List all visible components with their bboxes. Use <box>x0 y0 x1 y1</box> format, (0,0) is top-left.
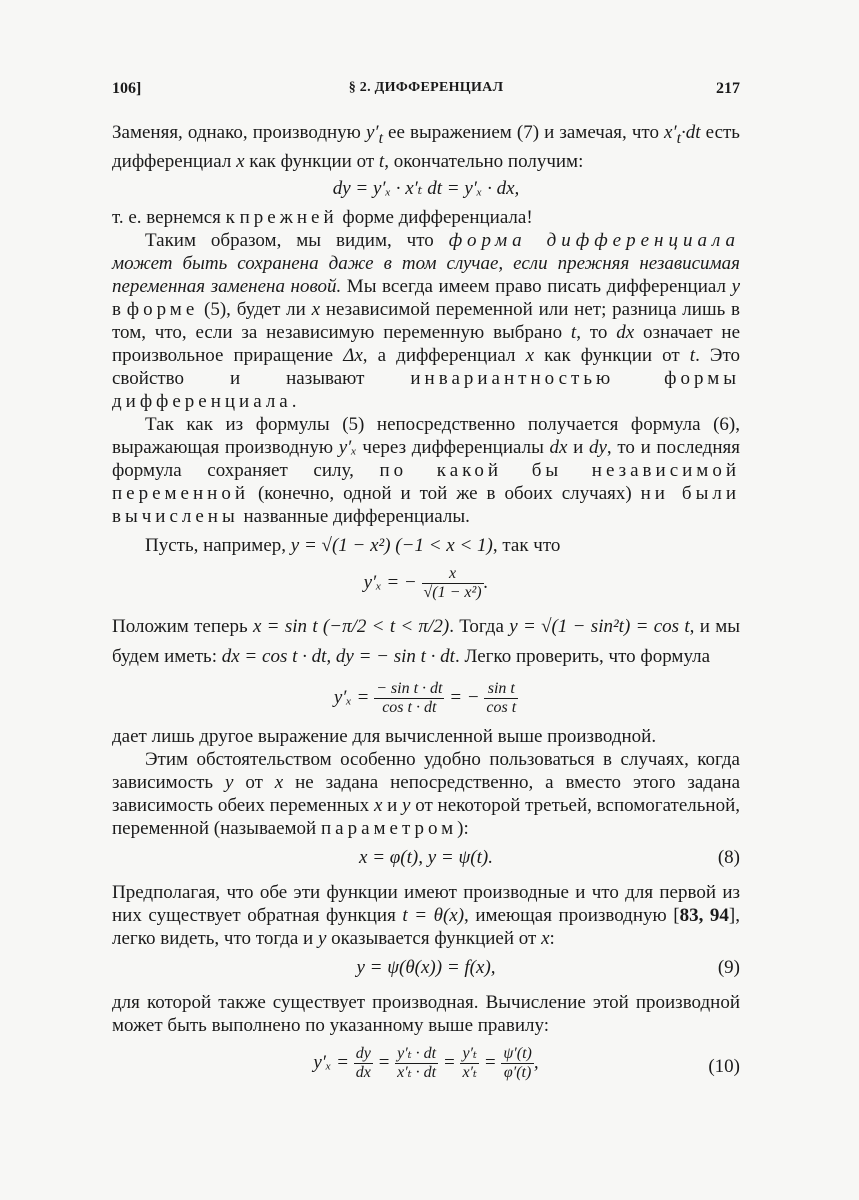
fraction: $\frac{dy}{dx}$ <box>355 1044 371 1081</box>
equation-derivative-sqrt: y′ₓ = − $\frac{x}{\text{√(1 − x²)}}$ . <box>363 564 489 601</box>
fraction: $\frac{\text{y′ₜ}}{\text{x′ₜ}}$ <box>462 1044 477 1081</box>
fraction: $\frac{\text{sin t}}{\text{cos t}}$ <box>486 679 517 716</box>
paragraph-5: Пусть, например, y = √(1 − x²) (−1 < x < 1), так что <box>145 534 561 556</box>
equation-sin-cos: y′ₓ = $\frac{\text{− sin t · dt}}{\text{cos t · dt}}$ = − $\frac{\text{sin t}}{\text{cos t}}$ <box>333 679 517 716</box>
paragraph-9: Предполагая, что обе эти функции имеют производные и что для первой из них существует обратная функция t = θ(x), имеющая производную [83, 94], легко видеть, что тогда и y оказывается функцией от x: <box>112 881 740 949</box>
paragraph-4: Так как из формулы (5) непосредственно получается формула (6), выражающая производную y′ₓ через дифференциалы dx и dy, то и последняя формула сохраняет силу, по какой бы независимой переменной (конечно, одной и той же в обоих случаях) ни были вычислены названные дифференциалы. <box>112 413 741 527</box>
equation-number: (9) <box>717 956 740 978</box>
paragraph-3: Таким образом, мы видим, что форма дифференциала может быть сохранена даже в том случае, если прежняя независимая переменная заменена новой. Мы всегда имеем право писать дифференциал y в форме (5), будет ли x независимой переменной или нет; разница лишь в том, что, если за независимую переменную выбрано t, то dx означает не произвольное приращение Δx, а дифференциал x как функции от t. Это свойство и называют инвариантностью формы дифференциала. <box>112 229 741 412</box>
fraction: $\frac{\text{− sin t · dt}}{\text{cos t · dt}}$ <box>376 679 443 716</box>
equation-10: y′ₓ = $\frac{dy}{dx}$ = $\frac{\text{y′ₜ · dt}}{\text{x′ₜ · dt}}$ = $\frac{\text{y′ₜ}}{\text{x′ₜ}}$ = $\frac{\psi'(t)}{\varphi'(t)}$ , (10) <box>313 1044 740 1081</box>
paragraph-8: Этим обстоятельством особенно удобно пользоваться в случаях, когда зависимость y от x не задана непосредственно, а вместо этого задана зависимость обеих переменных x и y от некоторой третьей, вспомогательной, переменной (называемой параметром): <box>112 748 741 839</box>
paragraph-10: для которой также существует производная. Вычисление этой производной может быть выполнено по указанному выше правилу: <box>112 991 740 1036</box>
paragraph-7: дает лишь другое выражение для вычисленной выше производной. <box>112 725 657 747</box>
fraction: $\frac{x}{\text{√(1 − x²)}}$ <box>423 564 482 601</box>
running-title: § 2. ДИФФЕРЕНЦИАЛ <box>348 80 504 95</box>
fraction: $\frac{\text{y′ₜ · dt}}{\text{x′ₜ · dt}}$ <box>397 1044 437 1081</box>
paragraph-1: Заменяя, однако, производную $y'_t$ ее выражением (7) и замечая, что $x'_t\cdot dt$ есть дифференциал x как функции от t, окончательно получим: <box>112 122 740 172</box>
fraction: $\frac{\psi'(t)}{\varphi'(t)}$ <box>503 1044 532 1081</box>
page-number: 217 <box>716 80 740 97</box>
page-body <box>112 121 740 1090</box>
equation-8: x = φ(t), y = ψ(t). (8) <box>359 846 740 868</box>
paragraph-2: т. е. вернемся к прежней форме дифференциала! <box>112 206 533 228</box>
section-number: 106] <box>112 80 142 97</box>
equation-number: (8) <box>717 846 740 868</box>
equation-number: (10) <box>708 1055 740 1077</box>
paragraph-6: Положим теперь x = sin t (−π/2 < t < π/2). Тогда y = √(1 − sin²t) = cos t, и мы будем иметь: dx = cos t · dt, dy = − sin t · dt. Легко проверить, что формула <box>112 615 740 667</box>
equation-dy: dy = y′ₓ · x′ₜ dt = y′ₓ · dx, <box>332 177 520 199</box>
page-header <box>112 80 740 104</box>
equation-9: y = ψ(θ(x)) = f(x), (9) <box>356 956 740 978</box>
